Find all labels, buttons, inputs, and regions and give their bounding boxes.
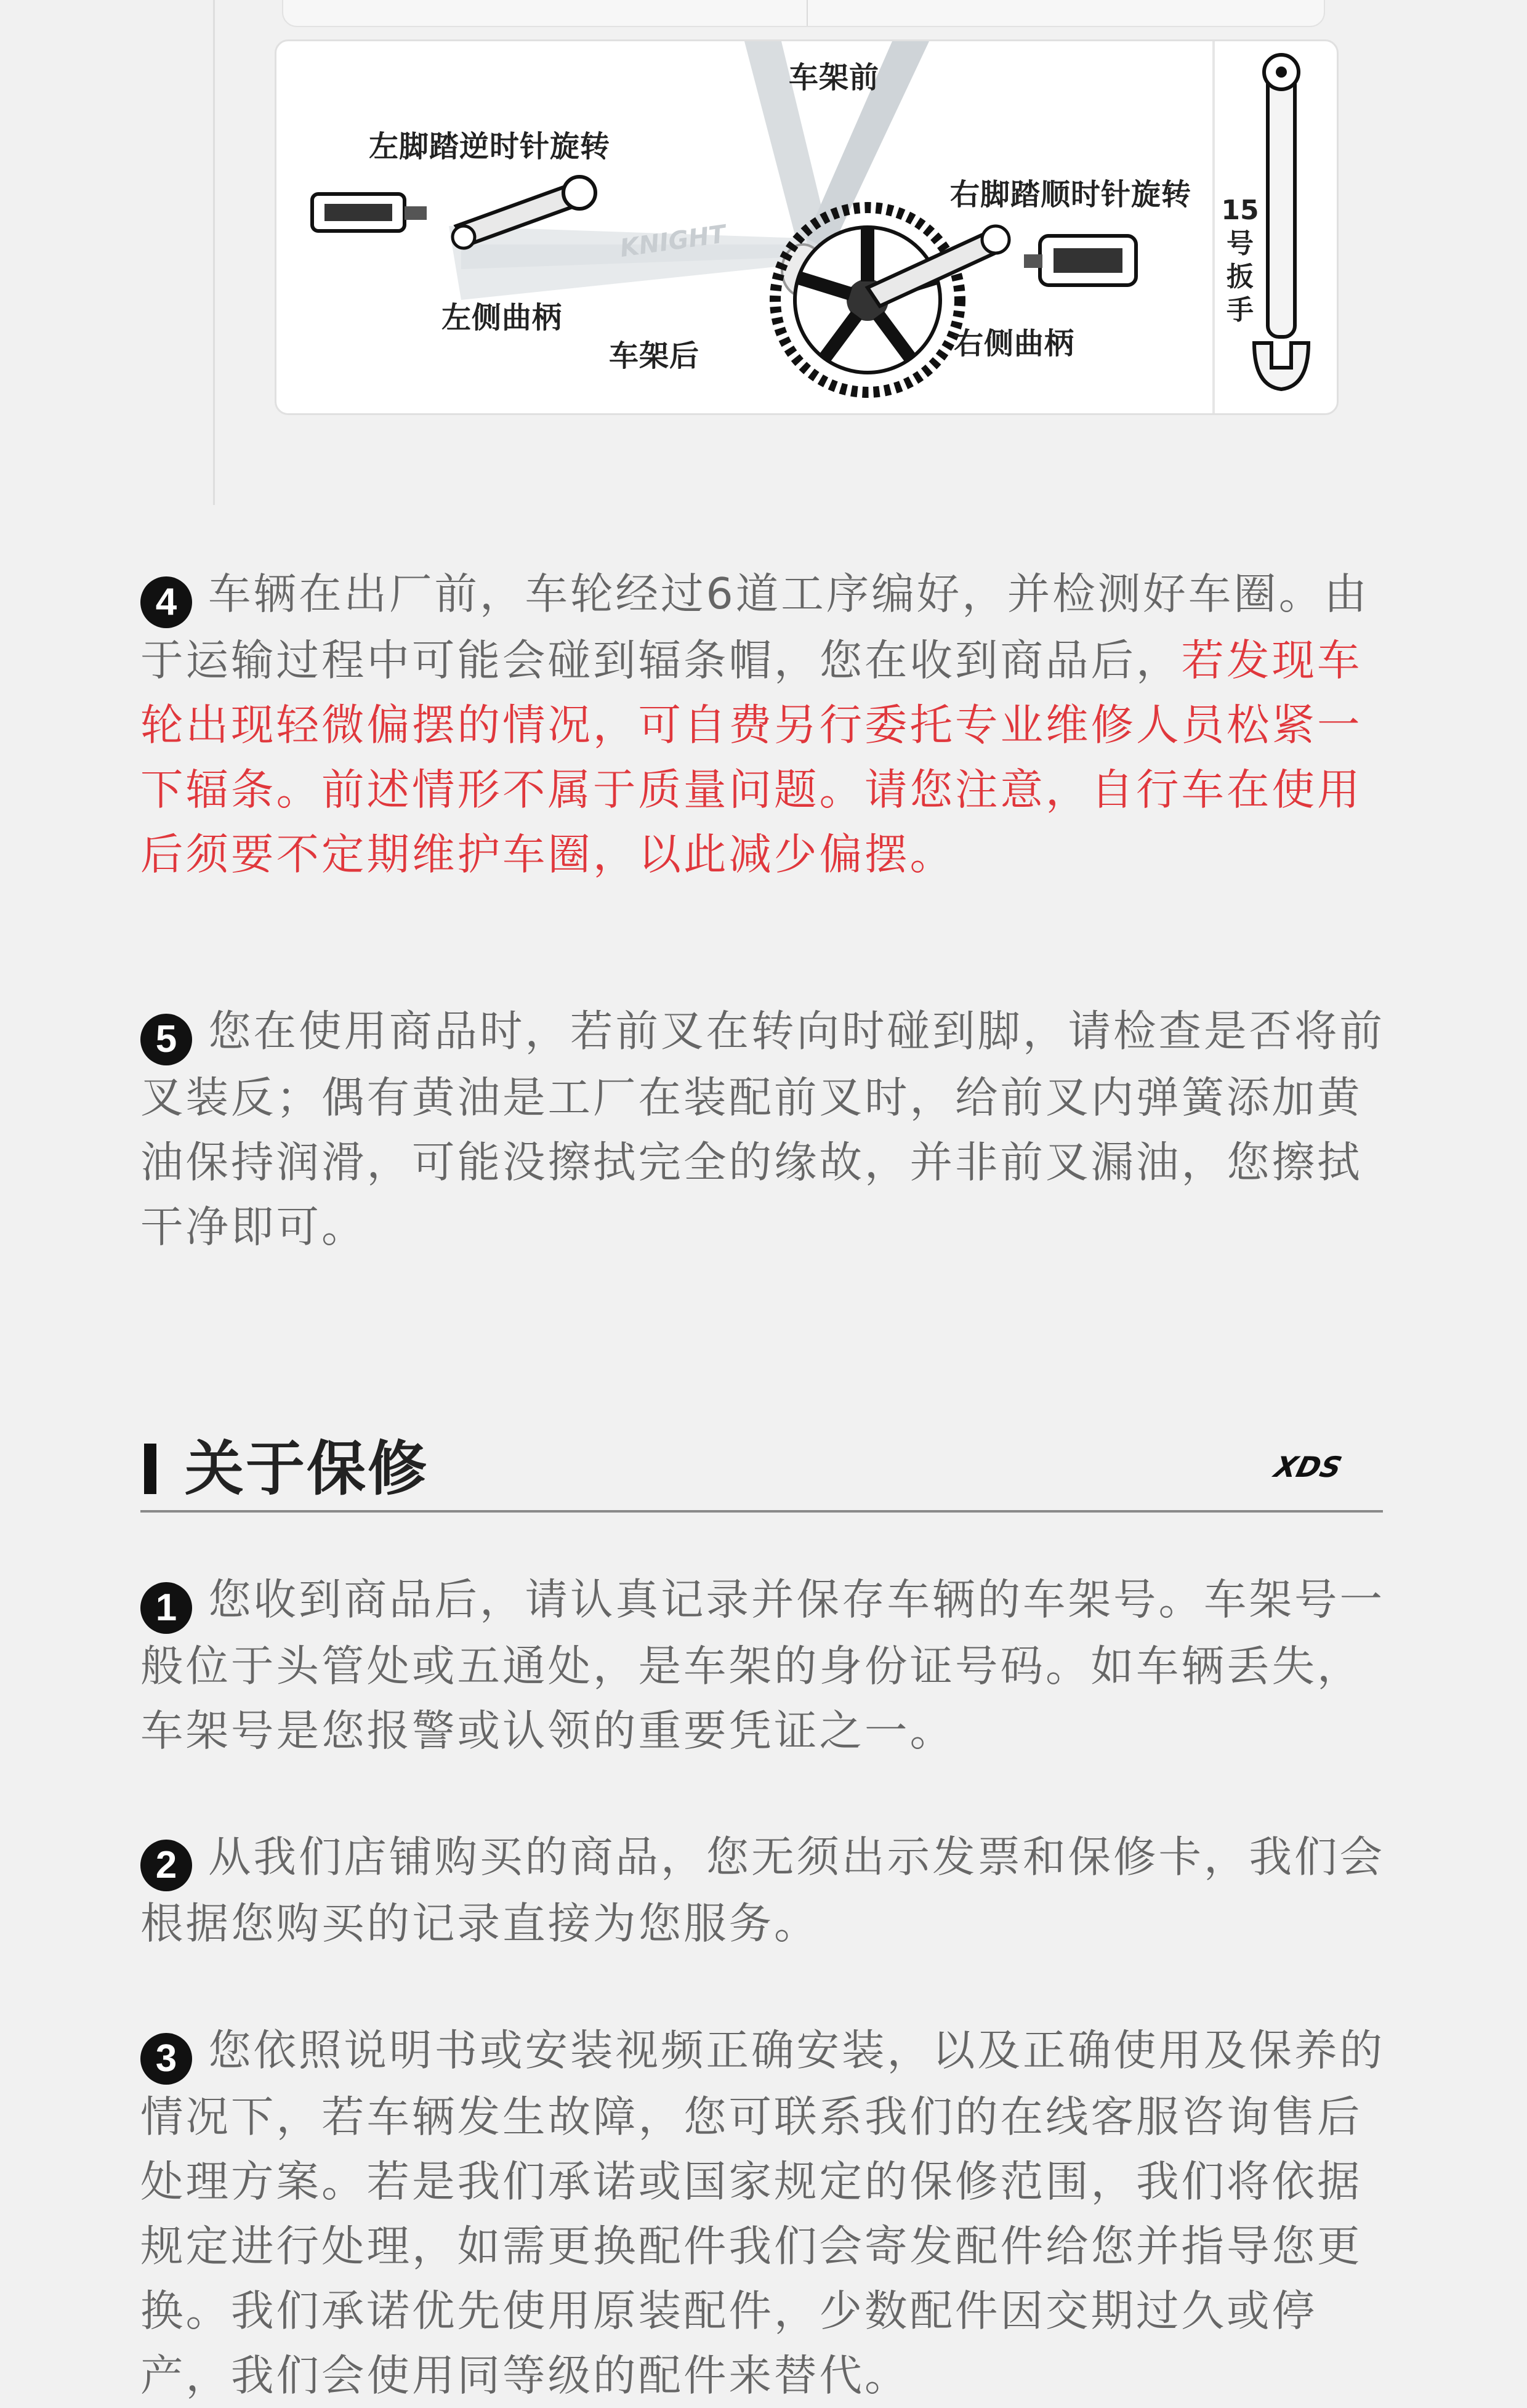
number-badge: 1 [140, 1582, 192, 1634]
timeline-divider [213, 0, 215, 505]
note-4-text: 车辆在出厂前，车轮经过6道工序编好，并检测好车圈。由于运输过程中可能会碰到辐条帽，您在收到商品后， [140, 569, 1369, 685]
warranty-item-text: 从我们店铺购买的商品，您无须出示发票和保修卡，我们会根据您购买的记录直接为您服务。 [140, 1832, 1385, 1949]
warranty-item-1 [140, 1567, 1390, 1763]
section-title: 关于保修 [185, 1434, 429, 1503]
svg-text:XDS: XDS [1271, 1451, 1345, 1484]
label-right-pedal: 右脚踏顺时针旋转 [950, 177, 1192, 212]
number-badge: 4 [140, 576, 192, 628]
wrench-icon [1254, 55, 1308, 389]
frame-brand-text: KNIGHT [618, 220, 728, 263]
warranty-section-header [140, 1430, 1383, 1513]
pedal-install-diagram [275, 39, 1339, 415]
label-frame-front: 车架前 [789, 60, 880, 95]
note-item-4 [140, 562, 1390, 887]
number-badge: 5 [140, 1014, 192, 1065]
label-right-crank: 右侧曲柄 [954, 326, 1075, 361]
number-badge: 3 [140, 2033, 192, 2085]
label-left-pedal: 左脚踏逆时针旋转 [369, 129, 611, 164]
label-wrench: 15号扳手 [1221, 195, 1259, 326]
warranty-item-text: 您依照说明书或安装视频正确安装，以及正确使用及保养的情况下，若车辆发生故障，您可联系我们的在线客服咨询售后处理方案。若是我们承诺或国家规定的保修范围，我们将依据规定进行处理，如需更换配件我们会寄发配件给您并指导您更换。我们承诺优先使用原装配件，少数配件因交期过久或停产，我们会使用同等级的配件来替代。 [140, 2026, 1385, 2401]
label-frame-rear: 车架后 [609, 339, 700, 373]
right-pedal [1024, 236, 1136, 285]
previous-diagram-card [282, 0, 1325, 27]
note-4-warning-text: 若发现车轮出现轻微偏摆的情况，可自费另行委托专业维修人员松紧一下辐条。前述情形不属于质量问题。请您注意，自行车在使用后须要不定期维护车圈，以此减少偏摆。 [140, 636, 1363, 879]
warranty-item-text: 您收到商品后，请认真记录并保存车辆的车架号。车架号一般位于头管处或五通处，是车架的身份证号码。如车辆丢失，车架号是您报警或认领的重要凭证之一。 [140, 1575, 1385, 1756]
xds-logo [1245, 1448, 1380, 1485]
note-item-5 [140, 999, 1390, 1259]
section-marker [144, 1444, 156, 1494]
left-pedal [312, 194, 427, 231]
label-left-crank: 左侧曲柄 [441, 301, 563, 335]
warranty-item-3 [140, 2018, 1390, 2408]
note-5-text: 您在使用商品时，若前叉在转向时碰到脚，请检查是否将前叉装反；偶有黄油是工厂在装配前叉时，给前叉内弹簧添加黄油保持润滑，可能没擦拭完全的缘故，并非前叉漏油，您擦拭干净即可。 [140, 1006, 1385, 1252]
warranty-item-2 [140, 1825, 1390, 1956]
bike-crank-illustration [276, 41, 1337, 413]
number-badge: 2 [140, 1840, 192, 1891]
